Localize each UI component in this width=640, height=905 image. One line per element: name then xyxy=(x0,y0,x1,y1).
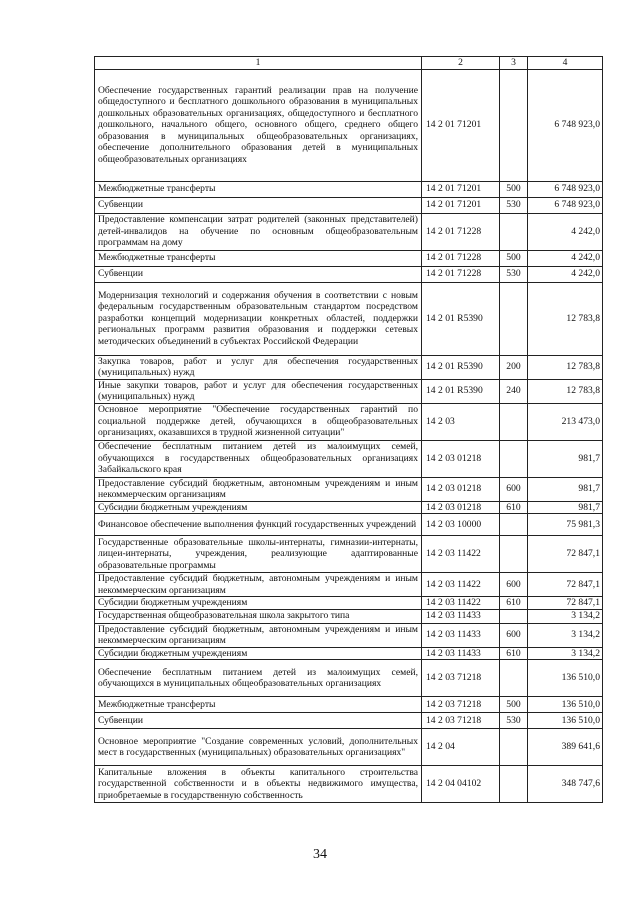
row-name-cell: Предоставление субсидий бюджетным, автономным учреждениям и иным некоммерческим организациям xyxy=(95,573,422,597)
row-code-cell: 14 2 03 01218 xyxy=(422,440,500,477)
table-row xyxy=(95,536,603,573)
row-amount-cell: 12 783,8 xyxy=(528,282,603,355)
row-amount-cell: 72 847,1 xyxy=(528,536,603,573)
row-amount-cell: 136 510,0 xyxy=(528,697,603,713)
row-type-cell xyxy=(500,609,528,623)
row-code-cell: 14 2 01 71201 xyxy=(422,69,500,181)
row-code-cell: 14 2 01 71201 xyxy=(422,181,500,197)
row-type-cell xyxy=(500,69,528,181)
header-cell-1: 1 xyxy=(95,57,422,70)
row-name-cell: Межбюджетные трансферты xyxy=(95,181,422,197)
row-type-cell: 610 xyxy=(500,597,528,610)
row-code-cell: 14 2 03 11422 xyxy=(422,536,500,573)
table-row xyxy=(95,181,603,197)
table-row xyxy=(95,623,603,647)
row-code-cell: 14 2 03 71218 xyxy=(422,660,500,697)
row-name-cell: Субсидии бюджетным учреждениям xyxy=(95,501,422,514)
row-type-cell: 530 xyxy=(500,197,528,213)
row-code-cell: 14 2 01 71201 xyxy=(422,197,500,213)
table-row xyxy=(95,597,603,610)
row-amount-cell: 981,7 xyxy=(528,501,603,514)
row-amount-cell: 75 981,3 xyxy=(528,514,603,536)
table-row xyxy=(95,282,603,355)
row-code-cell: 14 2 03 01218 xyxy=(422,501,500,514)
row-code-cell: 14 2 03 71218 xyxy=(422,697,500,713)
row-type-cell: 500 xyxy=(500,250,528,266)
row-amount-cell: 389 641,6 xyxy=(528,729,603,766)
table-row xyxy=(95,355,603,379)
row-type-cell: 610 xyxy=(500,501,528,514)
row-amount-cell: 348 747,6 xyxy=(528,766,603,803)
table-row xyxy=(95,213,603,250)
table-row xyxy=(95,697,603,713)
row-type-cell: 600 xyxy=(500,623,528,647)
row-name-cell: Закупка товаров, работ и услуг для обеспечения государственных (муниципальных) нужд xyxy=(95,355,422,379)
table-row xyxy=(95,440,603,477)
row-amount-cell: 72 847,1 xyxy=(528,597,603,610)
row-amount-cell: 12 783,8 xyxy=(528,355,603,379)
row-amount-cell: 3 134,2 xyxy=(528,609,603,623)
row-type-cell xyxy=(500,766,528,803)
row-amount-cell: 4 242,0 xyxy=(528,250,603,266)
row-amount-cell: 4 242,0 xyxy=(528,213,603,250)
row-name-cell: Субвенции xyxy=(95,266,422,282)
row-code-cell: 14 2 01 71228 xyxy=(422,266,500,282)
table-row xyxy=(95,573,603,597)
row-amount-cell: 6 748 923,0 xyxy=(528,181,603,197)
row-type-cell: 530 xyxy=(500,266,528,282)
table-row xyxy=(95,250,603,266)
row-code-cell: 14 2 03 11433 xyxy=(422,609,500,623)
row-code-cell: 14 2 03 11422 xyxy=(422,573,500,597)
row-name-cell: Предоставление субсидий бюджетным, автономным учреждениям и иным некоммерческим организациям xyxy=(95,477,422,501)
row-amount-cell: 6 748 923,0 xyxy=(528,197,603,213)
row-type-cell: 500 xyxy=(500,697,528,713)
row-name-cell: Предоставление компенсации затрат родителей (законных представителей) детей-инвалидов на обучение по основным общеобразовательным программам на дому xyxy=(95,213,422,250)
row-name-cell: Субсидии бюджетным учреждениям xyxy=(95,597,422,610)
table-row xyxy=(95,713,603,729)
row-name-cell: Субвенции xyxy=(95,713,422,729)
row-type-cell xyxy=(500,660,528,697)
row-name-cell: Государственные образовательные школы-интернаты, гимназии-интернаты, лицеи-интернаты, учреждения, реализующие адаптированные образовательные программы xyxy=(95,536,422,573)
table-row xyxy=(95,69,603,181)
budget-table xyxy=(94,56,603,803)
row-code-cell: 14 2 01 71228 xyxy=(422,213,500,250)
row-code-cell: 14 2 01 R5390 xyxy=(422,379,500,403)
table-row xyxy=(95,660,603,697)
page-number: 34 xyxy=(313,847,327,862)
row-type-cell xyxy=(500,403,528,440)
table-row xyxy=(95,766,603,803)
row-code-cell: 14 2 03 xyxy=(422,403,500,440)
header-cell-4: 4 xyxy=(528,57,603,70)
table-row xyxy=(95,609,603,623)
row-type-cell xyxy=(500,440,528,477)
header-cell-2: 2 xyxy=(422,57,500,70)
row-code-cell: 14 2 03 11433 xyxy=(422,623,500,647)
row-amount-cell: 136 510,0 xyxy=(528,713,603,729)
row-code-cell: 14 2 03 11433 xyxy=(422,647,500,660)
row-type-cell: 600 xyxy=(500,573,528,597)
row-type-cell xyxy=(500,213,528,250)
row-type-cell xyxy=(500,282,528,355)
row-code-cell: 14 2 04 xyxy=(422,729,500,766)
row-type-cell: 200 xyxy=(500,355,528,379)
header-cell-3: 3 xyxy=(500,57,528,70)
row-type-cell xyxy=(500,536,528,573)
row-amount-cell: 3 134,2 xyxy=(528,623,603,647)
row-name-cell: Субвенции xyxy=(95,197,422,213)
row-amount-cell: 213 473,0 xyxy=(528,403,603,440)
row-code-cell: 14 2 01 71228 xyxy=(422,250,500,266)
row-amount-cell: 3 134,2 xyxy=(528,647,603,660)
row-code-cell: 14 2 03 71218 xyxy=(422,713,500,729)
row-type-cell: 600 xyxy=(500,477,528,501)
row-type-cell: 530 xyxy=(500,713,528,729)
row-amount-cell: 4 242,0 xyxy=(528,266,603,282)
table-row xyxy=(95,501,603,514)
row-name-cell: Модернизация технологий и содержания обучения в соответствии с новым федеральным государственным образовательным стандартом посредством разработки концепций модернизации конкретных областей, поддержки региональных программ развития образования и поддержки сетевых методических объединений в субъектах Российской Федерации xyxy=(95,282,422,355)
row-amount-cell: 12 783,8 xyxy=(528,379,603,403)
row-name-cell: Обеспечение бесплатным питанием детей из малоимущих семей, обучающихся в муниципальных общеобразовательных организациях xyxy=(95,660,422,697)
table-row xyxy=(95,647,603,660)
row-amount-cell: 6 748 923,0 xyxy=(528,69,603,181)
row-name-cell: Предоставление субсидий бюджетным, автономным учреждениям и иным некоммерческим организациям xyxy=(95,623,422,647)
row-type-cell: 500 xyxy=(500,181,528,197)
row-code-cell: 14 2 03 01218 xyxy=(422,477,500,501)
row-name-cell: Основное мероприятие "Обеспечение государственных гарантий по социальной поддержке детей, обучающихся в общеобразовательных организациях, оказавшихся в трудной жизненной ситуации" xyxy=(95,403,422,440)
table-row xyxy=(95,266,603,282)
row-name-cell: Межбюджетные трансферты xyxy=(95,697,422,713)
table-row xyxy=(95,197,603,213)
table-row xyxy=(95,403,603,440)
row-code-cell: 14 2 01 R5390 xyxy=(422,355,500,379)
row-name-cell: Основное мероприятие "Создание современных условий, дополнительных мест в государственных (муниципальных) образовательных организациях" xyxy=(95,729,422,766)
row-code-cell: 14 2 01 R5390 xyxy=(422,282,500,355)
row-type-cell: 240 xyxy=(500,379,528,403)
row-type-cell: 610 xyxy=(500,647,528,660)
row-name-cell: Межбюджетные трансферты xyxy=(95,250,422,266)
table-row xyxy=(95,514,603,536)
table-row xyxy=(95,379,603,403)
row-amount-cell: 981,7 xyxy=(528,477,603,501)
table-header-row xyxy=(95,57,603,70)
row-amount-cell: 136 510,0 xyxy=(528,660,603,697)
table-row xyxy=(95,729,603,766)
row-name-cell: Государственная общеобразовательная школа закрытого типа xyxy=(95,609,422,623)
row-code-cell: 14 2 03 10000 xyxy=(422,514,500,536)
row-amount-cell: 981,7 xyxy=(528,440,603,477)
row-amount-cell: 72 847,1 xyxy=(528,573,603,597)
row-name-cell: Финансовое обеспечение выполнения функций государственных учреждений xyxy=(95,514,422,536)
row-name-cell: Иные закупки товаров, работ и услуг для обеспечения государственных (муниципальных) нужд xyxy=(95,379,422,403)
row-name-cell: Обеспечение бесплатным питанием детей из малоимущих семей, обучающихся в государственных общеобразовательных организациях Забайкальского края xyxy=(95,440,422,477)
row-name-cell: Субсидии бюджетным учреждениям xyxy=(95,647,422,660)
row-code-cell: 14 2 04 04102 xyxy=(422,766,500,803)
row-code-cell: 14 2 03 11422 xyxy=(422,597,500,610)
row-type-cell xyxy=(500,514,528,536)
row-name-cell: Капитальные вложения в объекты капитального строительства государственной собственности и в объекты недвижимого имущества, приобретаемые в государственную собственность xyxy=(95,766,422,803)
table-row xyxy=(95,477,603,501)
row-name-cell: Обеспечение государственных гарантий реализации прав на получение общедоступного и бесплатного дошкольного образования в муниципальных дошкольных образовательных организациях, общедоступного и бесплатного дошкольного, начального общего, основного общего, среднего общего образования в муниципальных общеобразовательных организациях, обеспечение дополнительного образования детей в муниципальных общеобразовательных организациях xyxy=(95,69,422,181)
row-type-cell xyxy=(500,729,528,766)
